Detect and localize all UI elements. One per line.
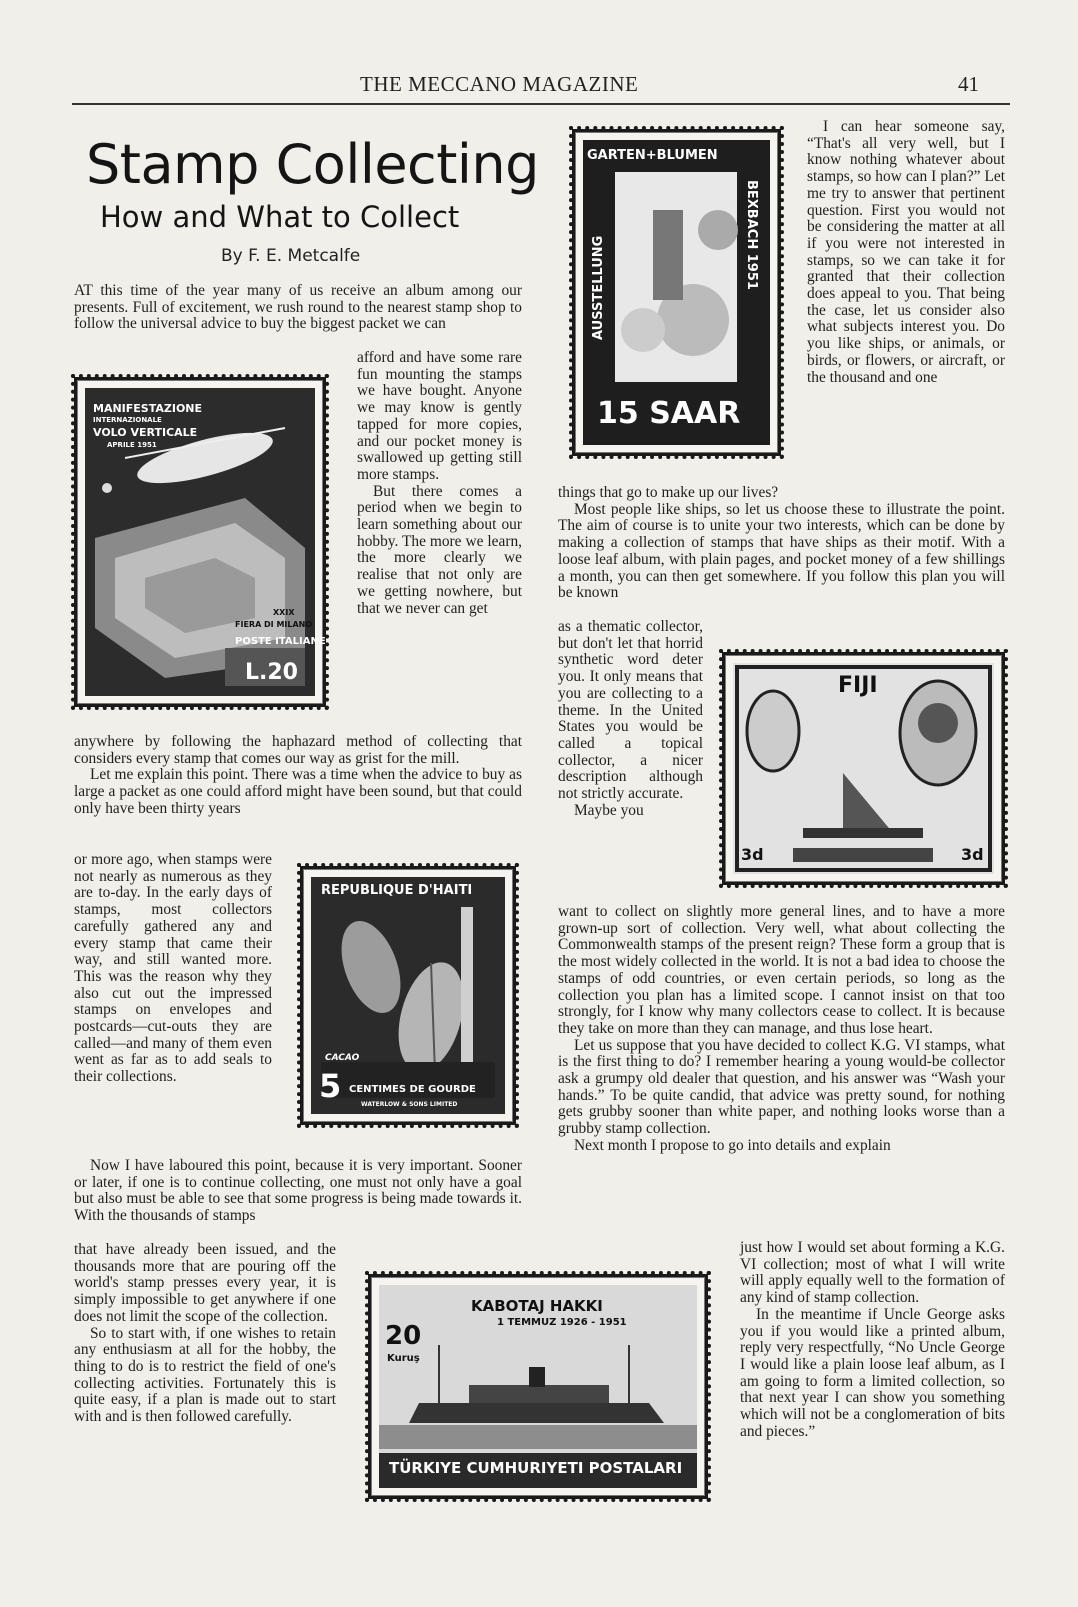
stamp-value: 20 bbox=[385, 1321, 422, 1351]
stamp-text-top: REPUBLIQUE D'HAITI bbox=[321, 883, 473, 898]
stamp-value-left: 3d bbox=[741, 845, 764, 864]
paragraph-beside-fiji: as a thematic collector, but don't let that horrid synthetic word deter you. It only means that you are collecting to a theme. In the United States you would be called a topical collector, a nicer description although not strictly accurate. Maybe you bbox=[558, 618, 703, 819]
ship-illustration bbox=[379, 1285, 697, 1488]
article-byline: By F. E. Metcalfe bbox=[221, 246, 361, 266]
stamp-caption: CACAO bbox=[325, 1053, 360, 1063]
stamp-image bbox=[379, 1285, 697, 1488]
paragraph-after-stamp2: things that go to make up our lives? Most people like ships, so let us choose these to illustrate the point. The aim of course is to unite your two interests, which can be done by making a collection of stamps that have ships as their motif. With a loose leaf album, with plain pages, and pocket money of a few shillings a month, you can then get somewhere. If you follow this plan you will be known bbox=[558, 484, 1005, 602]
paragraph-intro: AT this time of the year many of us receive an album among our presents. Full of excitement, we rush round to the nearest stamp shop to follow the universal advice to buy the biggest packet we can bbox=[74, 282, 522, 333]
running-title: THE MECCANO MAGAZINE bbox=[360, 72, 639, 96]
stamp-italy-volo-verticale bbox=[74, 377, 326, 707]
paragraph-after-stamp1: anywhere by following the haphazard method of collecting that considers every stamp that comes our way as grist for the mill. Let me explain this point. There was a time when the advice to buy as large a packet as one could afford might have been sound, but that could only have been thirty years bbox=[74, 733, 522, 817]
stamp-turkey-kabotaj bbox=[368, 1274, 708, 1499]
paragraph-p4: Now I have laboured this point, because it is very important. Sooner or later, if one is to continue collecting, one must not only have a goal but also must be able to see that some progress is being made towards it. With the thousands of stamps bbox=[74, 1157, 522, 1225]
stamp-printer: WATERLOW & SONS LIMITED bbox=[361, 1101, 458, 1108]
stamp-text-line5: XXIX bbox=[273, 608, 295, 617]
stamp-text-right: BEXBACH 1951 bbox=[744, 180, 759, 290]
header-rule bbox=[72, 103, 1010, 105]
paragraph-after-fiji: want to collect on slightly more general lines, and to have a more grown-up sort of collection. Very well, what about collecting the Commonwealth stamps of the present reign? These form a group that is the most widely collected in the world. It is not a bad idea to choose the stamps of odd countries, or even certain periods, so long as the collection you plan has a limited scope. I cannot insist on that too strongly, for I know why many collectors cease to collect. It is because they take on more than they can manage, and thus lose heart. Let us suppose that you have decided to collect K.G. VI stamps, what is the first thing to do? I remember hearing a young would-be collector ask a grumpy old dealer that question, and his answer was “Wash your hands.” To be quite candid, that advice was pretty sound, for nothing gets grubby sooner than white paper, and nothing looks worse than a grubby stamp collection. Next month I propose to go into details and explain bbox=[558, 903, 1005, 1154]
paragraph-beside-stamp4: that have already been issued, and the thousands more that are pouring off the world's stamp presses every year, it is simply impossible to get anywhere if one does not limit the scope of the collection. So to start with, if one wishes to retain any enthusiasm at all for the hobby, the thing to do is to restrict the field of one's collecting activities. Fortunately this is quite easy, if a plan is made out to start with and is then followed carefully. bbox=[74, 1241, 336, 1426]
article-title: Stamp Collecting bbox=[86, 133, 539, 196]
stamp-text-left: AUSSTELLUNG bbox=[591, 235, 606, 340]
stamp-saar-garten-blumen bbox=[572, 129, 781, 456]
stamp-text-line7: POSTE ITALIANE bbox=[235, 636, 326, 647]
stamp-date: 1 TEMMUZ 1926 - 1951 bbox=[497, 1317, 627, 1328]
stamp-value: L.20 bbox=[245, 660, 298, 685]
stamp-unit: Kuruş bbox=[387, 1353, 420, 1364]
stamp-text-top: GARTEN+BLUMEN bbox=[587, 148, 718, 163]
stamp-value-right: 3d bbox=[961, 845, 984, 864]
stamp-fiji bbox=[722, 652, 1005, 885]
stamp-country: FIJI bbox=[838, 673, 878, 698]
paragraph-closing: just how I would set about forming a K.G. VI collection; most of what I will write will apply equally well to the formation of any kind of stamp collection. In the meantime if Uncle George asks you if you would like a printed album, reply very respectfully, “No Uncle George I would like a plain loose leaf album, as I am going to form a limited collection, so that next year I can show you something which will not be a conglomeration of bits and pieces.” bbox=[740, 1239, 1005, 1440]
stamp-title: KABOTAJ HAKKI bbox=[471, 1297, 603, 1315]
article-subtitle: How and What to Collect bbox=[100, 200, 460, 234]
stamp-text-line6: FIERA DI MILANO bbox=[235, 620, 313, 629]
stamp-haiti-cacao bbox=[300, 866, 516, 1125]
stamp-value: 5 bbox=[319, 1067, 342, 1105]
stamp-image bbox=[583, 140, 770, 445]
stamp-image bbox=[311, 877, 505, 1114]
stamp-image bbox=[85, 388, 326, 696]
paragraph-beside-stamp1: afford and have some rare fun mounting the stamps we have bought. Anyone we may know is gently tapped for more copies, and our pocket money is swallowed up getting still more stamps. But there comes a period when we begin to learn something about our hobby. The more we learn, the more clearly we realise that not only are we getting nowhere, but that we never can get bbox=[357, 349, 522, 617]
page-number: 41 bbox=[958, 72, 979, 96]
stamp-value: 15 SAAR bbox=[597, 396, 741, 431]
stamp-text-bottom: CENTIMES DE GOURDE bbox=[349, 1084, 476, 1095]
stamp-text-bottom: TÜRKIYE CUMHURIYETI POSTALARI bbox=[389, 1459, 683, 1477]
stamp-text-line4: APRILE 1951 bbox=[107, 441, 157, 449]
stamp-text-line1: MANIFESTAZIONE bbox=[93, 402, 203, 415]
paragraph-beside-stamp2: I can hear someone say, “That's all very well, but I know nothing whatever about stamps, so how can I plan?” Let me try to answer that pertinent question. First you would not be considering the matter at all if you were not interested in stamps, so we can take it for granted that their collection does appeal to you. That being the case, let us consider also what subjects interest you. Do you like ships, or animals, or birds, or flowers, or aircraft, or the thousand and one bbox=[807, 118, 1005, 386]
paragraph-beside-stamp3: or more ago, when stamps were not nearly as numerous as they are to-day. In the early days of stamps, most collectors carefully gathered any and every stamp that came their way, and still wanted more. This was the reason why they also cut out the impressed stamps on envelopes and postcards—cut-outs they are called—and many of them even went as far as to add seals to their collections. bbox=[74, 851, 272, 1086]
stamp-text-line3: VOLO VERTICALE bbox=[93, 426, 198, 439]
stamp-image bbox=[733, 663, 994, 874]
stamp-text-line2: INTERNAZIONALE bbox=[93, 416, 162, 424]
